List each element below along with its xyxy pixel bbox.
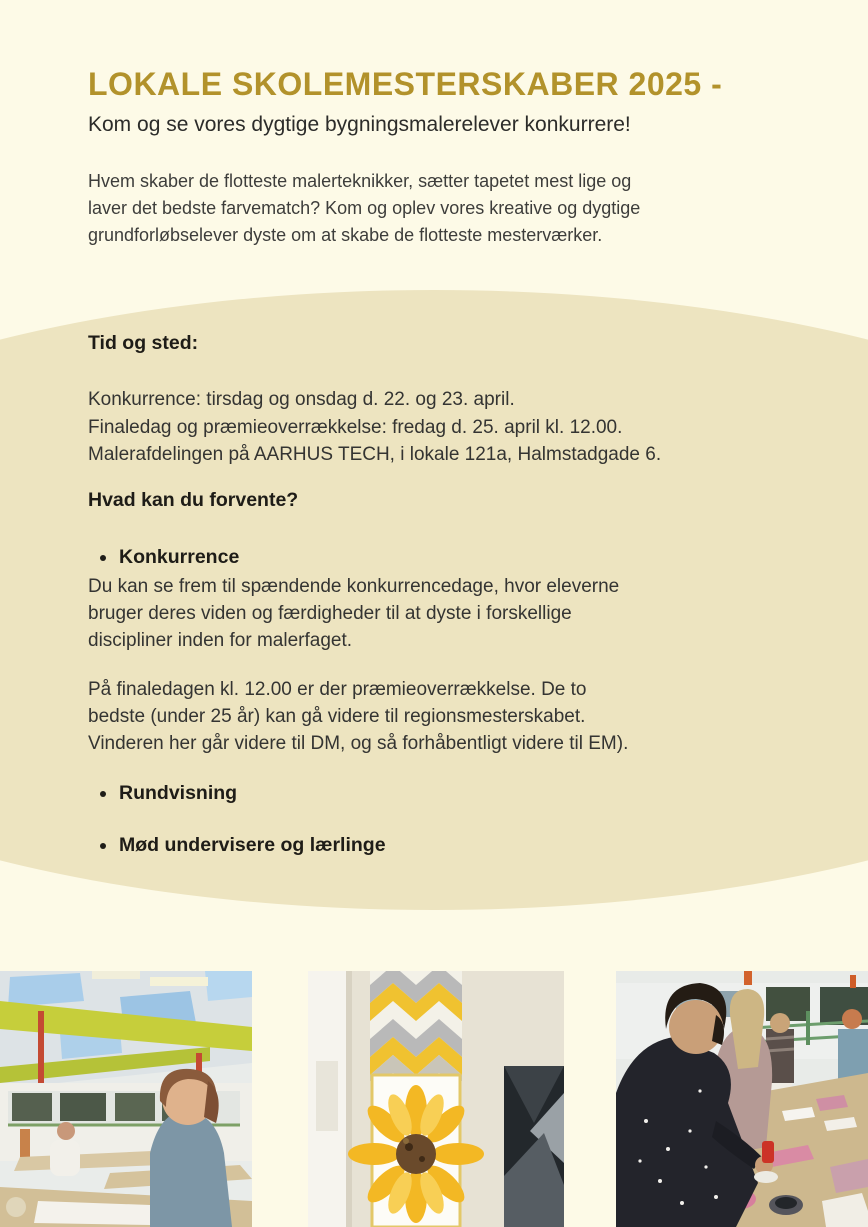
details-block bbox=[88, 386, 661, 469]
details-line: Konkurrence: tirsdag og onsdag d. 22. og 23. april. bbox=[88, 389, 515, 410]
bullet-konkurrence bbox=[100, 546, 239, 569]
details-heading: Tid og sted: bbox=[88, 332, 199, 354]
photo-students-table bbox=[616, 971, 868, 1227]
bullet-label: Mød undervisere og lærlinge bbox=[119, 834, 386, 856]
details-line: Finaledag og præmieoverrækkelse: fredag d. 25. april kl. 12.00. bbox=[88, 416, 623, 438]
intro-line: laver det bedste farvematch? Kom og oplev vores kreative og dygtige bbox=[88, 198, 641, 218]
photo-workshop bbox=[0, 971, 252, 1227]
bullet-rundvisning bbox=[100, 782, 237, 805]
finale-paragraph bbox=[88, 676, 628, 757]
sunflower-illustration bbox=[308, 971, 564, 1227]
bullet-text-line: bruger deres viden og færdigheder til at dyste i forskellige bbox=[88, 603, 572, 624]
page-subtitle: Kom og se vores dygtige bygningsmalerelever konkurrere! bbox=[88, 113, 631, 136]
bullet-label: Rundvisning bbox=[119, 782, 238, 804]
bullet-text-line: discipliner inden for malerfaget. bbox=[88, 630, 353, 651]
bullet-dot bbox=[100, 791, 106, 797]
bullet-konkurrence-text bbox=[88, 573, 619, 654]
intro-line: Hvem skaber de flotteste malerteknikker, sætter tapetet mest lige og bbox=[88, 171, 632, 191]
finale-line: På finaledagen kl. 12.00 er der præmieoverrækkelse. De to bbox=[88, 679, 587, 700]
photo-sunflower-door bbox=[308, 971, 564, 1227]
bullet-moed-undervisere bbox=[100, 834, 386, 857]
finale-line: Vinderen her går videre til DM, og så forhåbentligt videre til EM). bbox=[88, 733, 629, 754]
students-illustration bbox=[616, 971, 868, 1227]
photo-row bbox=[0, 971, 868, 1227]
page-title: LOKALE SKOLEMESTERSKABER 2025 - bbox=[88, 66, 723, 102]
details-line: Malerafdelingen på AARHUS TECH, i lokale 121a, Halmstadgade 6. bbox=[88, 444, 662, 465]
workshop-illustration bbox=[0, 971, 252, 1227]
bullet-dot bbox=[100, 843, 106, 849]
bullet-dot bbox=[100, 555, 106, 561]
bullet-label: Konkurrence bbox=[119, 546, 240, 568]
intro-line: grundforløbselever dyste om at skabe de flotteste mesterværker. bbox=[88, 225, 603, 245]
bullet-text-line: Du kan se frem til spændende konkurrencedage, hvor eleverne bbox=[88, 576, 620, 597]
intro-paragraph bbox=[88, 168, 640, 249]
finale-line: bedste (under 25 år) kan gå videre til regionsmesterskabet. bbox=[88, 706, 586, 727]
expectations-heading: Hvad kan du forvente? bbox=[88, 489, 299, 511]
